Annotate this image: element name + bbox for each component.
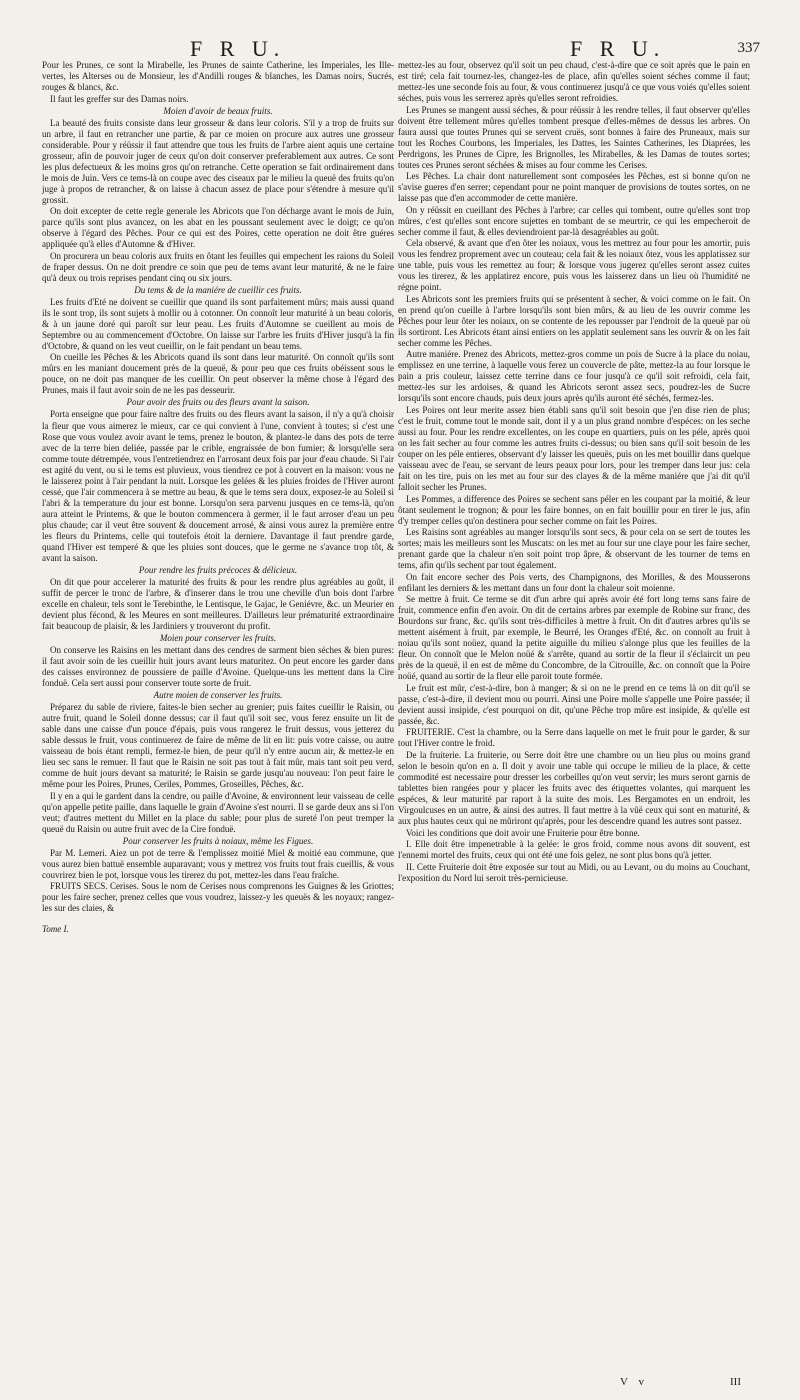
paragraph: Pour les Prunes, ce sont la Mirabelle, les Prunes de sainte Catherine, les Imperiales, les Ille-vertes, les Alterses ou de Monsieur, les d'Andilli rouges & blanches, les Damas noirs, Sucrés, rouges & blancs, &c.	[42, 60, 394, 93]
paragraph: De la fruiterie. La fruiterie, ou Serre doit être une chambre ou un lieu plus ou moins grand selon le besoin qu'on en a. Il doit y avoir une table qui occupe le milieu de la place, & cette commodité est necessaire pour dresser les corbeilles qu'on veut servir; les murs seront garnis de tablettes bien rangées pour y placer les fruits avec des étiquettes volantes, qui marquent les espéces, & leur maturité par raport à la suite des mois. Les Bergamotes en un endroit, les Virgoulcuses en un autre, & ainsi des autres. Il faut mettre à la vûë ceux qui sont en maturité, & aux plus hautes ceux qui ne mûriront qu'après, pour les descendre quand les autres sont passez.	[398, 749, 750, 827]
paragraph: Les Abricots sont les premiers fruits qui se présentent à secher, & voici comme on le fait. On en prend qu'on cueille à l'arbre lorsqu'ils sont bien mûrs, & au lieu de les ouvrir comme les Pêches pour leur ôter les noiaux, on se contente de les repousser par l'endroit de la queuë par où ils sortiront. Les Abricots étant ainsi entiers on les applatit seulement sans les ouvrir & on les fait secher comme les Pêches.	[398, 293, 750, 348]
section-heading: Autre moien de conserver les fruits.	[153, 689, 283, 700]
paragraph: On cueille les Pêches & les Abricots quand ils sont dans leur maturité. On connoît qu'ils sont mûrs en les maniant doucement près de la queuë, & pour peu que ces fruits obéissent sous le pouce, on ne doit pas manquer de les cueillir. On peut observer la même chose à l'égard des Prunes, mais il faut avoir soin de ne les pas desseurir.	[42, 352, 394, 396]
paragraph: Les Raisins sont agréables au manger lorsqu'ils sont secs, & pour cela on se sert de toutes les sortes; mais les meilleurs sont les Muscats: on les met au four sur une claye pour les faire secher, prenant garde que la chaleur n'en soit point trop âpre, & observant de les tourner de tems en tems, afin qu'ils sechent par tout également.	[398, 527, 750, 571]
paragraph: On conserve les Raisins en les mettant dans des cendres de sarment bien séches & bien pures: il faut avoir soin de les cueillir huit jours avant leurs maturitez. On peut encore les garder dans des caisses environnez de poussiere de paille d'Avoine. Quelque-uns les mettent dans la Cire fonduë. Cela sert aussi pour conserver toute sorte de fruit.	[42, 644, 394, 688]
paragraph: Cela observé, & avant que d'en ôter les noiaux, vous les mettrez au four pour les amortir, puis vous les fendrez proprement avec un couteau; cela fait & les noiaux ôtez, vous les applatissez sur une table, puis vous les remettez au four; & lorsque vous jugerez qu'elles seront assez cuites vous les tirerez, & les applatirez encore, puis vous les laisserez dans un lieu où l'humidité ne régne point.	[398, 238, 750, 293]
paragraph: On fait encore secher des Pois verts, des Champignons, des Morilles, & des Mousserons enfilant les derniers & les mettant dans un four dont la chaleur soit moienne.	[398, 571, 750, 593]
gathering-signature: V v	[620, 1376, 648, 1388]
right-column	[398, 60, 750, 884]
paragraph: Autre maniére. Prenez des Abricots, mettez-gros comme un pois de Sucre à la place du noiau, emplissez en une terrine, à laquelle vous ferez un couvercle de pâte, mettez-la au four lorsque le pain a pris couleur, laissez cette terrine dans ce four jusqu'à ce qu'il soit refroidi, cela fait, mettez-les sur les ardoises, & quand les Abricots seront assez secs, poudrez-les de Sucre lorsqu'ils sont encore chauds, puis deux jours après qu'ils auront été séchés, fermez-les.	[398, 349, 750, 404]
paragraph: Les Pêches. La chair dont naturellement sont composées les Pêches, est si bonne qu'on ne s'avise gueres d'en serrer; cependant pour ne point manquer de provisions de toutes sortes, on ne laisse pas que d'en accommoder de cette manière.	[398, 171, 750, 204]
section-heading: Moien d'avoir de beaux fruits.	[163, 105, 273, 116]
paragraph: Préparez du sable de riviere, faites-le bien secher au grenier; puis faites cueillir le Raisin, ou autre fruit, quand le Soleil donne dessus; car il faut qu'il soit sec, vous ferez ensuite un lit de sable dans une caisse d'un pouce d'épais, puis vous rangerez le fruit dessus, vous jetterez du sable dessus le fruit, vous continuerez de faire de même de lit en lit: puis votre caisse, ou autre vaisseau de bois étant rempli, fermez-le bien, de peur qu'il n'y entre aucun air, & mettez-le en lieu sec sans le remuer. Il faut que le Raisin ne soit pas tout à fait mûr, mais tant soit peu verd, comme de huit jours devant sa maturité; le Raisin se garde jusqu'au nouveau: l'on peut faire le même pour les Poires, Prunes, Ceriles, Pommes, Groseilles, Pêches, &c.	[42, 701, 394, 789]
catchword: III	[730, 1376, 741, 1388]
paragraph: FRUITERIE. C'est la chambre, ou la Serre dans laquelle on met le fruit pour le garder, & sur tout l'Hiver contre le froid.	[398, 727, 750, 749]
paragraph: On procurera un beau coloris aux fruits en ôtant les feuilles qui empechent les raions du Soleil de fraper dessus. On ne doit prendre ce soin que peu de tems avant leur maturité, & ne le faire qu'à deux ou trois reprises pendant cinq ou six jours.	[42, 250, 394, 283]
paragraph: On dit que pour accelerer la maturité des fruits & pour les rendre plus agréables au goût, il suffit de percer le tronc de l'arbre, & d'inserer dans le trou une cheville d'un bois dont l'arbre excelle en chaleur, tels sont le Terebinthe, le Lentisque, le Gajac, le Geniévre, &c. un Meurier en devient plus fécond, & les Meures en sont meilleures. D'ailleurs leur prématurité extraordinaire fait beaucoup de plaisir, & les Jardiniers y trouveront du profit.	[42, 576, 394, 631]
paragraph: I. Elle doit être impenetrable à la gelée: le gros froid, comme nous avons dit souvent, est l'ennemi mortel des fruits, ceux qui ont été une fois gelez, ne sont plus bons qu'à jetter.	[398, 839, 750, 861]
section-heading: Pour conserver les fruits à noiaux, même les Figues.	[122, 835, 314, 846]
paragraph: Le fruit est mûr, c'est-à-dire, bon à manger; & si on ne le prend en ce tems là on dit qu'il se passe, c'est-à-dire, il devient mou ou pourri. Ainsi une Poire molle s'appelle une Poire passée; il devient aussi insipide, c'est pourquoi on dit, qu'une Pêche trop mûre est insipide, & qu'elle est passée, &c.	[398, 682, 750, 726]
left-column	[42, 60, 394, 936]
paragraph: Porta enseigne que pour faire naître des fruits ou des fleurs avant la saison, il n'y a qu'à choisir la fleur que vous aimerez le mieux, car ce qui convient à l'une, convient à toutes; si c'est une Rose que vous voulez avoir avant le tems, prenez le bouton, & plantez-le dans des pots de terre avec de la terre bien deliée, passée par le crible, engraissée de bon fumier; & lorsqu'elle sera comme toute détrempée, vous l'entretiendrez en l'arrosant deux fois par jour d'eau chaude. Si l'air est agité du vent, ou si le tems est pluvieux, vous tiendrez ce pot à couvert en la maison: vous ne le laisserez point à l'air pendant la nuit. Lorsque les gelées & les pluies froides de l'Hiver auront cessé, que l'air commencera à se mettre au beau, & que le tems sera doux, exposez-le au Soleil si l'abri & la temperature du jour est bonne. Lorsqu'on sera parvenu jusques en ce tems-là, qu'on aura atteint le Printems, & que le bouton commencera à germer, il le faut arroser d'eau un peu plus chaude; car il veut être souvent & doucement arrosé, & ainsi vous aurez la première entre les fleurs du Printems, celle qui toutefois étoit la derniere. Davantage il faut prendre garde, quand l'Hiver est temperé & que les pluies sont douces, que le germe ne s'avance trop tôt, & avant la saison.	[42, 409, 394, 563]
section-heading: Du tems & de la maniére de cueillir ces fruits.	[134, 284, 302, 295]
paragraph: mettez-les au four, observez qu'il soit un peu chaud, c'est-à-dire que ce soit après que le pain en est tiré; cela fait tournez-les, changez-les de place, afin qu'elles soient séches comme il faut; mettez-les une seconde fois au four, & vous continuerez jusqu'à ce que vous voiés qu'elles soient séches, puis vous les serrerez après qu'elles seront refroidies.	[398, 60, 750, 104]
paragraph: Se mettre à fruit. Ce terme se dit d'un arbre qui après avoir été fort long tems sans faire de fruit, commence enfin d'en avoir. On dit de certains arbres par exemple de Robine sur franc, des Bourdons sur franc, &c. qu'ils sont très-difficiles à mettre à fruit. On dit d'autres arbres qu'ils se mettent aisément à fruit, par exemple, le Beurré, les Oranges d'Eté, &c. on connoît au fruit à noiau qu'ils sont noüez, quand la petite aiguille du milieu s'alonge plus que les feuilles de la fleur. On connoît que le Melon noüé & s'arrête, quand au sortir de la fleur il s'éclaircit un peu près de la queuë, il en est de même du Concombre, de la Citrouille, &c. on connoît que la Poire noüé, quand au sortir de la fleur elle paroit toute formée.	[398, 594, 750, 682]
paragraph: Les Prunes se mangent aussi séches, & pour réüssir à les rendre telles, il faut observer qu'elles doivent être tellement mûres qu'elles tombent presque d'elles-mêmes de dessus les arbres. On faura aussi que toutes Prunes qui se servent cruës, sont bonnes à faire des Pruneaux, mais sur tout les Roches Courbons, les Imperiales, les Dattes, les Saintes Catherines, les Diaprées, les Perdrigons, les Prunes de Cipre, les Brignolles, les Mirabelles, & les Damas de toutes sortes; toutes ces Prunes seront séchées & mises au four comme les Cerises.	[398, 104, 750, 170]
paragraph: La beauté des fruits consiste dans leur grosseur & dans leur coloris. S'il y a trop de fruits sur un arbre, il faut en retrancher une partie, & par ce moien on procure aux autres une grosseur considerable. Pour y réüssir il faut attendre que tous les fruits de l'arbre aient aquis une certaine grosseur, afin de pouvoir juger de ceux qu'on doit conserver preferablement aux autres. Ce sont les plus defectueux & les moins gros qu'on retranche. Cette operation se fait ordinairement dans le mois de Juin. Vers ce tems-là on coupe avec des ciseaux par le milieu la queuë des fruits qu'on juge à propos de retrancher, & on laisse à chacun assez de place pour s'étendre à mesure qu'il grossit.	[42, 117, 394, 205]
paragraph: Il faut les greffer sur des Damas noirs.	[50, 93, 189, 104]
paragraph: On y réüssit en cueillant des Pêches à l'arbre; car celles qui tombent, outre qu'elles sont trop mûres, c'est qu'elles sont encore sujettes en tombant de se meurtrir, ce qui les empecheroit de secher comme il faut, & elles deviendroient par-là desagréables au goût.	[398, 204, 750, 237]
paragraph: Il y en a qui le gardent dans la cendre, ou paille d'Avoine, & environnent leur vaisseau de celle qu'on appelle petite paille, dans laquelle le grain d'Avoine s'est nourri. Il se garde deux ans si l'on veut; d'autres mettent du Millet en la place du sable; pour plus de sureté l'on peut tremper la queuë du Raisin ou autre fruit avec de la Cire fonduë.	[42, 790, 394, 834]
section-heading: Pour rendre les fruits précoces & délicieux.	[138, 564, 298, 575]
paragraph: Les Poires ont leur merite assez bien établi sans qu'il soit besoin que j'en dise rien de plus; c'est le fruit, comme tout le monde sait, dont il y a un plus grand nombre d'espéces: on les seche aussi au four. Pour les rendre excellentes, on les coupe en quartiers, puis on les péle, après quoi on les fait secher au four comme les autres fruits ci-dessus; ou bien sans qu'il soit besoin de les couper on les péle entieres, observant d'y laisser les queuës, puis on les met bouillir dans quelque vaisseau avec de l'eau, se servant de leurs peaux pour lors, pour les tremper dans leur jus: cela fait on les tire, puis on les met au four sur des clayes & de la même maniére que j'ai dit qu'il falloit secher les Prunes.	[398, 404, 750, 493]
volume-signature: Tome I.	[42, 924, 69, 935]
paragraph: FRUITS SECS. Cerises. Sous le nom de Cerises nous comprenons les Guignes & les Griottes; pour les faire secher, prenez celles que vous voudrez, laissez-y les queuës & les noyaux; rangez-les sur des claies, &	[42, 881, 394, 914]
section-heading: Moien pour conserver les fruits.	[159, 632, 277, 643]
paragraph: Les Pommes, a difference des Poires se sechent sans péler en les coupant par la moitié, & leur ôtant seulement le trognon; & pour les faire bonnes, on en fait bouillir pour en tirer le jus, afin d'y tremper celles qu'on destinera pour secher comme on fait les Poires.	[398, 493, 750, 526]
section-heading: Pour avoir des fruits ou des fleurs avant la saison.	[126, 397, 310, 408]
paragraph: On doit excepter de cette regle generale les Abricots que l'on décharge avant le mois de Juin, parce qu'ils sont plus avancez, on les abat en les poussant seulement avec le doigt; ce qu'on observe à l'égard des Pêches. Pour ce qui est des Poires, cette operation ne doit être guéres appliquée qu'à elles d'Automne & d'Hiver.	[42, 206, 394, 250]
running-head-right: F R U.	[570, 36, 666, 61]
paragraph: Par M. Lemeri. Aiez un pot de terre & l'emplissez moitié Miel & moitié eau commune, que vous aurez bien battuë ensemble auparavant; vous y mettrez vos fruits tout frais cueillis, & vous couvrirez bien le pot, lorsque vous les tirerez du pot, mettez-les dans l'eau fraîche.	[42, 847, 394, 880]
paragraph: Voici les conditions que doit avoir une Fruiterie pour être bonne.	[406, 827, 640, 838]
paragraph: II. Cette Fruiterie doit être exposée sur tout au Midi, ou au Levant, ou du moins au Couchant, l'exposition du Nord lui seroit très-pernicieuse.	[398, 861, 750, 883]
paragraph: Les fruits d'Eté ne doivent se cueillir que quand ils sont parfaitement mûrs; mais aussi quand ils le sont trop, ils sont sujets à mollir ou à cotonner. On connoît leur maturité à un beau coloris, & à un jaune doré qui paroît sur leur peau. Les fruits d'Automne se cueillent au mois de Septembre ou au commencement d'Octobre. On laisse sur l'arbre les fruits d'Hiver jusqu'à la fin d'Octobre, & quand on les veut cueillir, on le fait pendant un beau tems.	[42, 296, 394, 351]
page-number: 337	[737, 40, 760, 56]
running-head-left: F R U.	[190, 36, 286, 61]
